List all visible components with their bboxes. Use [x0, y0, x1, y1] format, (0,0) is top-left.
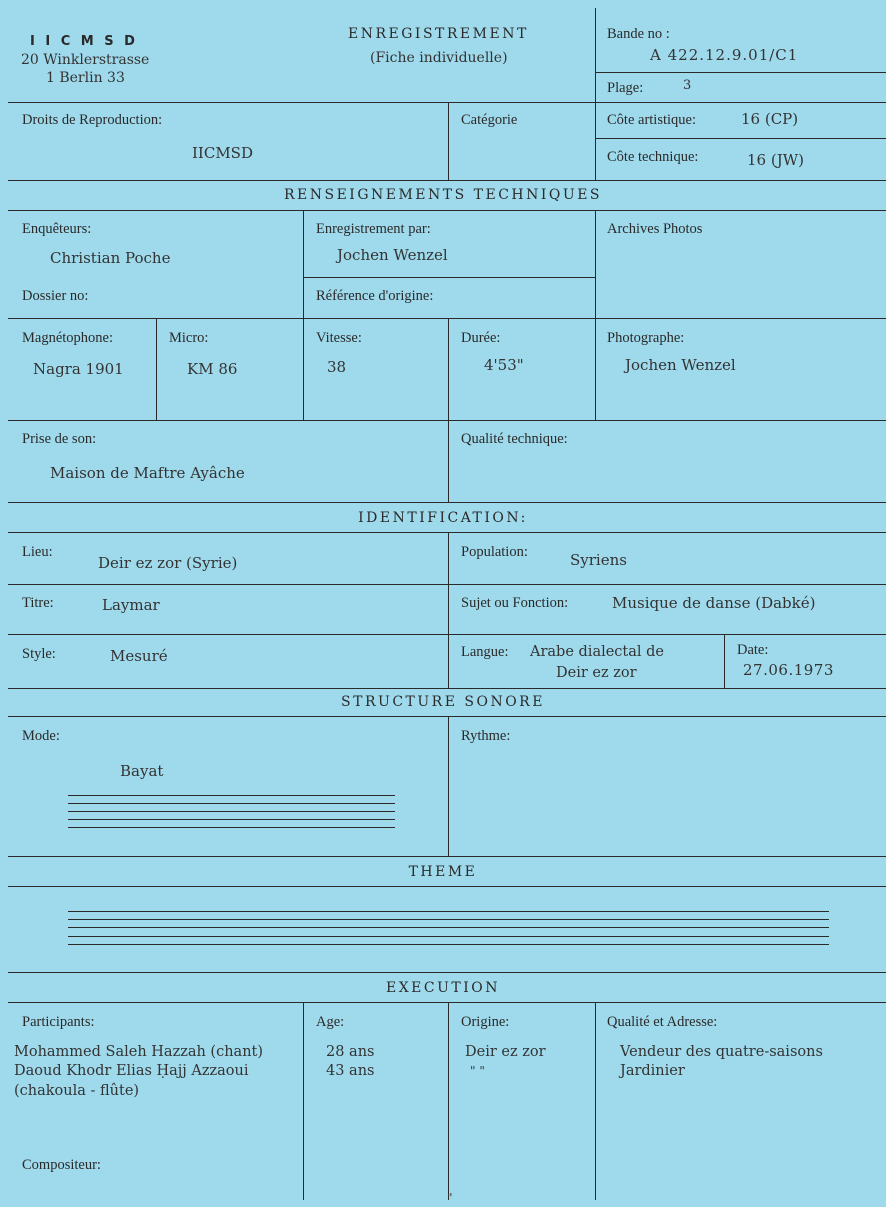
droits-value: IICMSD — [192, 144, 253, 162]
cote-artistique-label: Côte artistique: — [607, 112, 696, 128]
cote-technique-value: 16 (JW) — [747, 151, 804, 169]
photographe-value: Jochen Wenzel — [625, 356, 736, 374]
rule-h-structure-title-bottom — [8, 716, 886, 717]
section-theme: THEME — [408, 864, 478, 880]
reference-label: Référence d'origine: — [316, 288, 434, 304]
rule-h-reference-top — [303, 277, 596, 278]
duree-value: 4'53" — [484, 356, 524, 374]
participant-2-name: Daoud Khodr Elias Ḥajj Azzaoui — [14, 1063, 249, 1079]
participant-2-origine: " " — [470, 1064, 485, 1078]
prise-de-son-label: Prise de son: — [22, 431, 97, 447]
rule-h-ident-title-bottom — [8, 532, 886, 533]
org-city: 1 Berlin 33 — [46, 70, 125, 86]
photographe-label: Photographe: — [607, 330, 685, 346]
rule-v-exec-2 — [448, 1002, 449, 1200]
bande-label: Bande no : — [607, 26, 670, 42]
rule-v-exec-1 — [303, 1002, 304, 1200]
rule-h-style-top — [8, 634, 886, 635]
rythme-label: Rythme: — [461, 728, 511, 744]
enqueteurs-label: Enquêteurs: — [22, 221, 92, 237]
rule-h-tech-title-bottom — [8, 210, 886, 211]
participant-1-age: 28 ans — [326, 1044, 375, 1060]
qualite-technique-label: Qualité technique: — [461, 431, 568, 447]
bande-value: A 422.12.9.01/C1 — [650, 46, 799, 64]
rule-v-tech-left — [303, 210, 304, 421]
dossier-label: Dossier no: — [22, 288, 89, 304]
participant-1-origine: Deir ez zor — [465, 1044, 546, 1060]
micro-label: Micro: — [169, 330, 209, 346]
participants-label: Participants: — [22, 1014, 95, 1030]
plage-label: Plage: — [607, 80, 644, 96]
rule-v-structure-middle — [448, 716, 449, 857]
rule-v-duree-left — [448, 318, 449, 421]
date-label: Date: — [737, 642, 769, 658]
rule-h-theme-title-bottom — [8, 886, 886, 887]
rule-h-exec-title-top — [8, 972, 886, 973]
cote-artistique-value: 16 (CP) — [741, 110, 799, 128]
population-value: Syriens — [570, 551, 627, 569]
org-street: 20 Winklerstrasse — [21, 52, 150, 68]
section-identification: IDENTIFICATION: — [358, 510, 528, 526]
lieu-value: Deir ez zor (Syrie) — [98, 554, 238, 572]
rule-h-header-bottom — [8, 102, 886, 103]
section-renseignements-techniques: RENSEIGNEMENTS TECHNIQUES — [283, 187, 603, 203]
magnetophone-value: Nagra 1901 — [33, 360, 124, 378]
rule-h-theme-title-top — [8, 856, 886, 857]
section-structure-sonore: STRUCTURE SONORE — [341, 694, 545, 710]
duree-label: Durée: — [461, 330, 501, 346]
form-title: ENREGISTREMENT — [348, 26, 529, 42]
vitesse-label: Vitesse: — [316, 330, 362, 346]
rule-h-exec-title-bottom — [8, 1002, 886, 1003]
age-label: Age: — [316, 1014, 345, 1030]
magnetophone-label: Magnétophone: — [22, 330, 114, 346]
rule-v-exec-3 — [595, 1002, 596, 1200]
categorie-label: Catégorie — [461, 112, 518, 128]
form-subtitle: (Fiche individuelle) — [370, 50, 508, 66]
rule-h-structure-title-top — [8, 688, 886, 689]
org-name: I I C M S D — [30, 34, 138, 49]
rule-v-date-left — [724, 634, 725, 689]
origine-label: Origine: — [461, 1014, 510, 1030]
population-label: Population: — [461, 544, 528, 560]
vitesse-value: 38 — [327, 358, 347, 376]
rule-v-header-right — [595, 8, 596, 103]
langue-label: Langue: — [461, 644, 509, 660]
langue-value-line2: Deir ez zor — [556, 665, 637, 681]
rule-v-micro-left — [156, 318, 157, 421]
rule-v-ident-middle — [448, 532, 449, 689]
participant-1-name: Mohammed Saleh Hazzah (chant) — [14, 1044, 264, 1060]
sujet-label: Sujet ou Fonction: — [461, 595, 569, 611]
plage-value: 3 — [683, 78, 692, 93]
lieu-label: Lieu: — [22, 544, 53, 560]
rule-h-equipment-top — [8, 318, 886, 319]
rule-h-titre-top — [8, 584, 886, 585]
droits-label: Droits de Reproduction: — [22, 112, 163, 128]
rule-h-rights-bottom — [8, 180, 886, 181]
participant-2-qualite: Jardinier — [620, 1063, 685, 1079]
rule-v-categorie-left — [448, 102, 449, 181]
rule-v-qualite-left — [448, 420, 449, 503]
mode-value: Bayat — [120, 762, 164, 780]
section-execution: EXECUTION — [385, 980, 500, 996]
archives-photos-label: Archives Photos — [607, 221, 703, 237]
enregistrement-par-value: Jochen Wenzel — [337, 246, 448, 264]
rule-h-prise-top — [8, 420, 886, 421]
rule-h-cote-divider — [596, 138, 886, 139]
titre-value: Laymar — [102, 596, 160, 614]
enqueteurs-value: Christian Poche — [50, 249, 171, 267]
mode-label: Mode: — [22, 728, 60, 744]
rule-h-plage-top — [596, 72, 886, 73]
rule-v-tech-right — [595, 210, 596, 421]
participant-1-qualite: Vendeur des quatre-saisons — [620, 1044, 823, 1060]
participant-2-instrument: (chakoula - flûte) — [14, 1083, 140, 1099]
qualite-adresse-label: Qualité et Adresse: — [607, 1014, 718, 1030]
date-value: 27.06.1973 — [743, 661, 834, 679]
titre-label: Titre: — [22, 595, 54, 611]
compositeur-label: Compositeur: — [22, 1157, 101, 1173]
cote-technique-label: Côte technique: — [607, 149, 699, 165]
style-value: Mesuré — [110, 647, 168, 665]
prise-de-son-value: Maison de Maftre Ayâche — [50, 464, 245, 482]
sujet-value: Musique de danse (Dabké) — [612, 594, 816, 612]
style-label: Style: — [22, 646, 56, 662]
rule-v-cote-left — [595, 102, 596, 181]
enregistrement-par-label: Enregistrement par: — [316, 221, 431, 237]
footer-mark: " — [447, 1191, 453, 1205]
rule-h-ident-title-top — [8, 502, 886, 503]
micro-value: KM 86 — [187, 360, 238, 378]
participant-2-age: 43 ans — [326, 1063, 375, 1079]
langue-value-line1: Arabe dialectal de — [530, 644, 665, 660]
